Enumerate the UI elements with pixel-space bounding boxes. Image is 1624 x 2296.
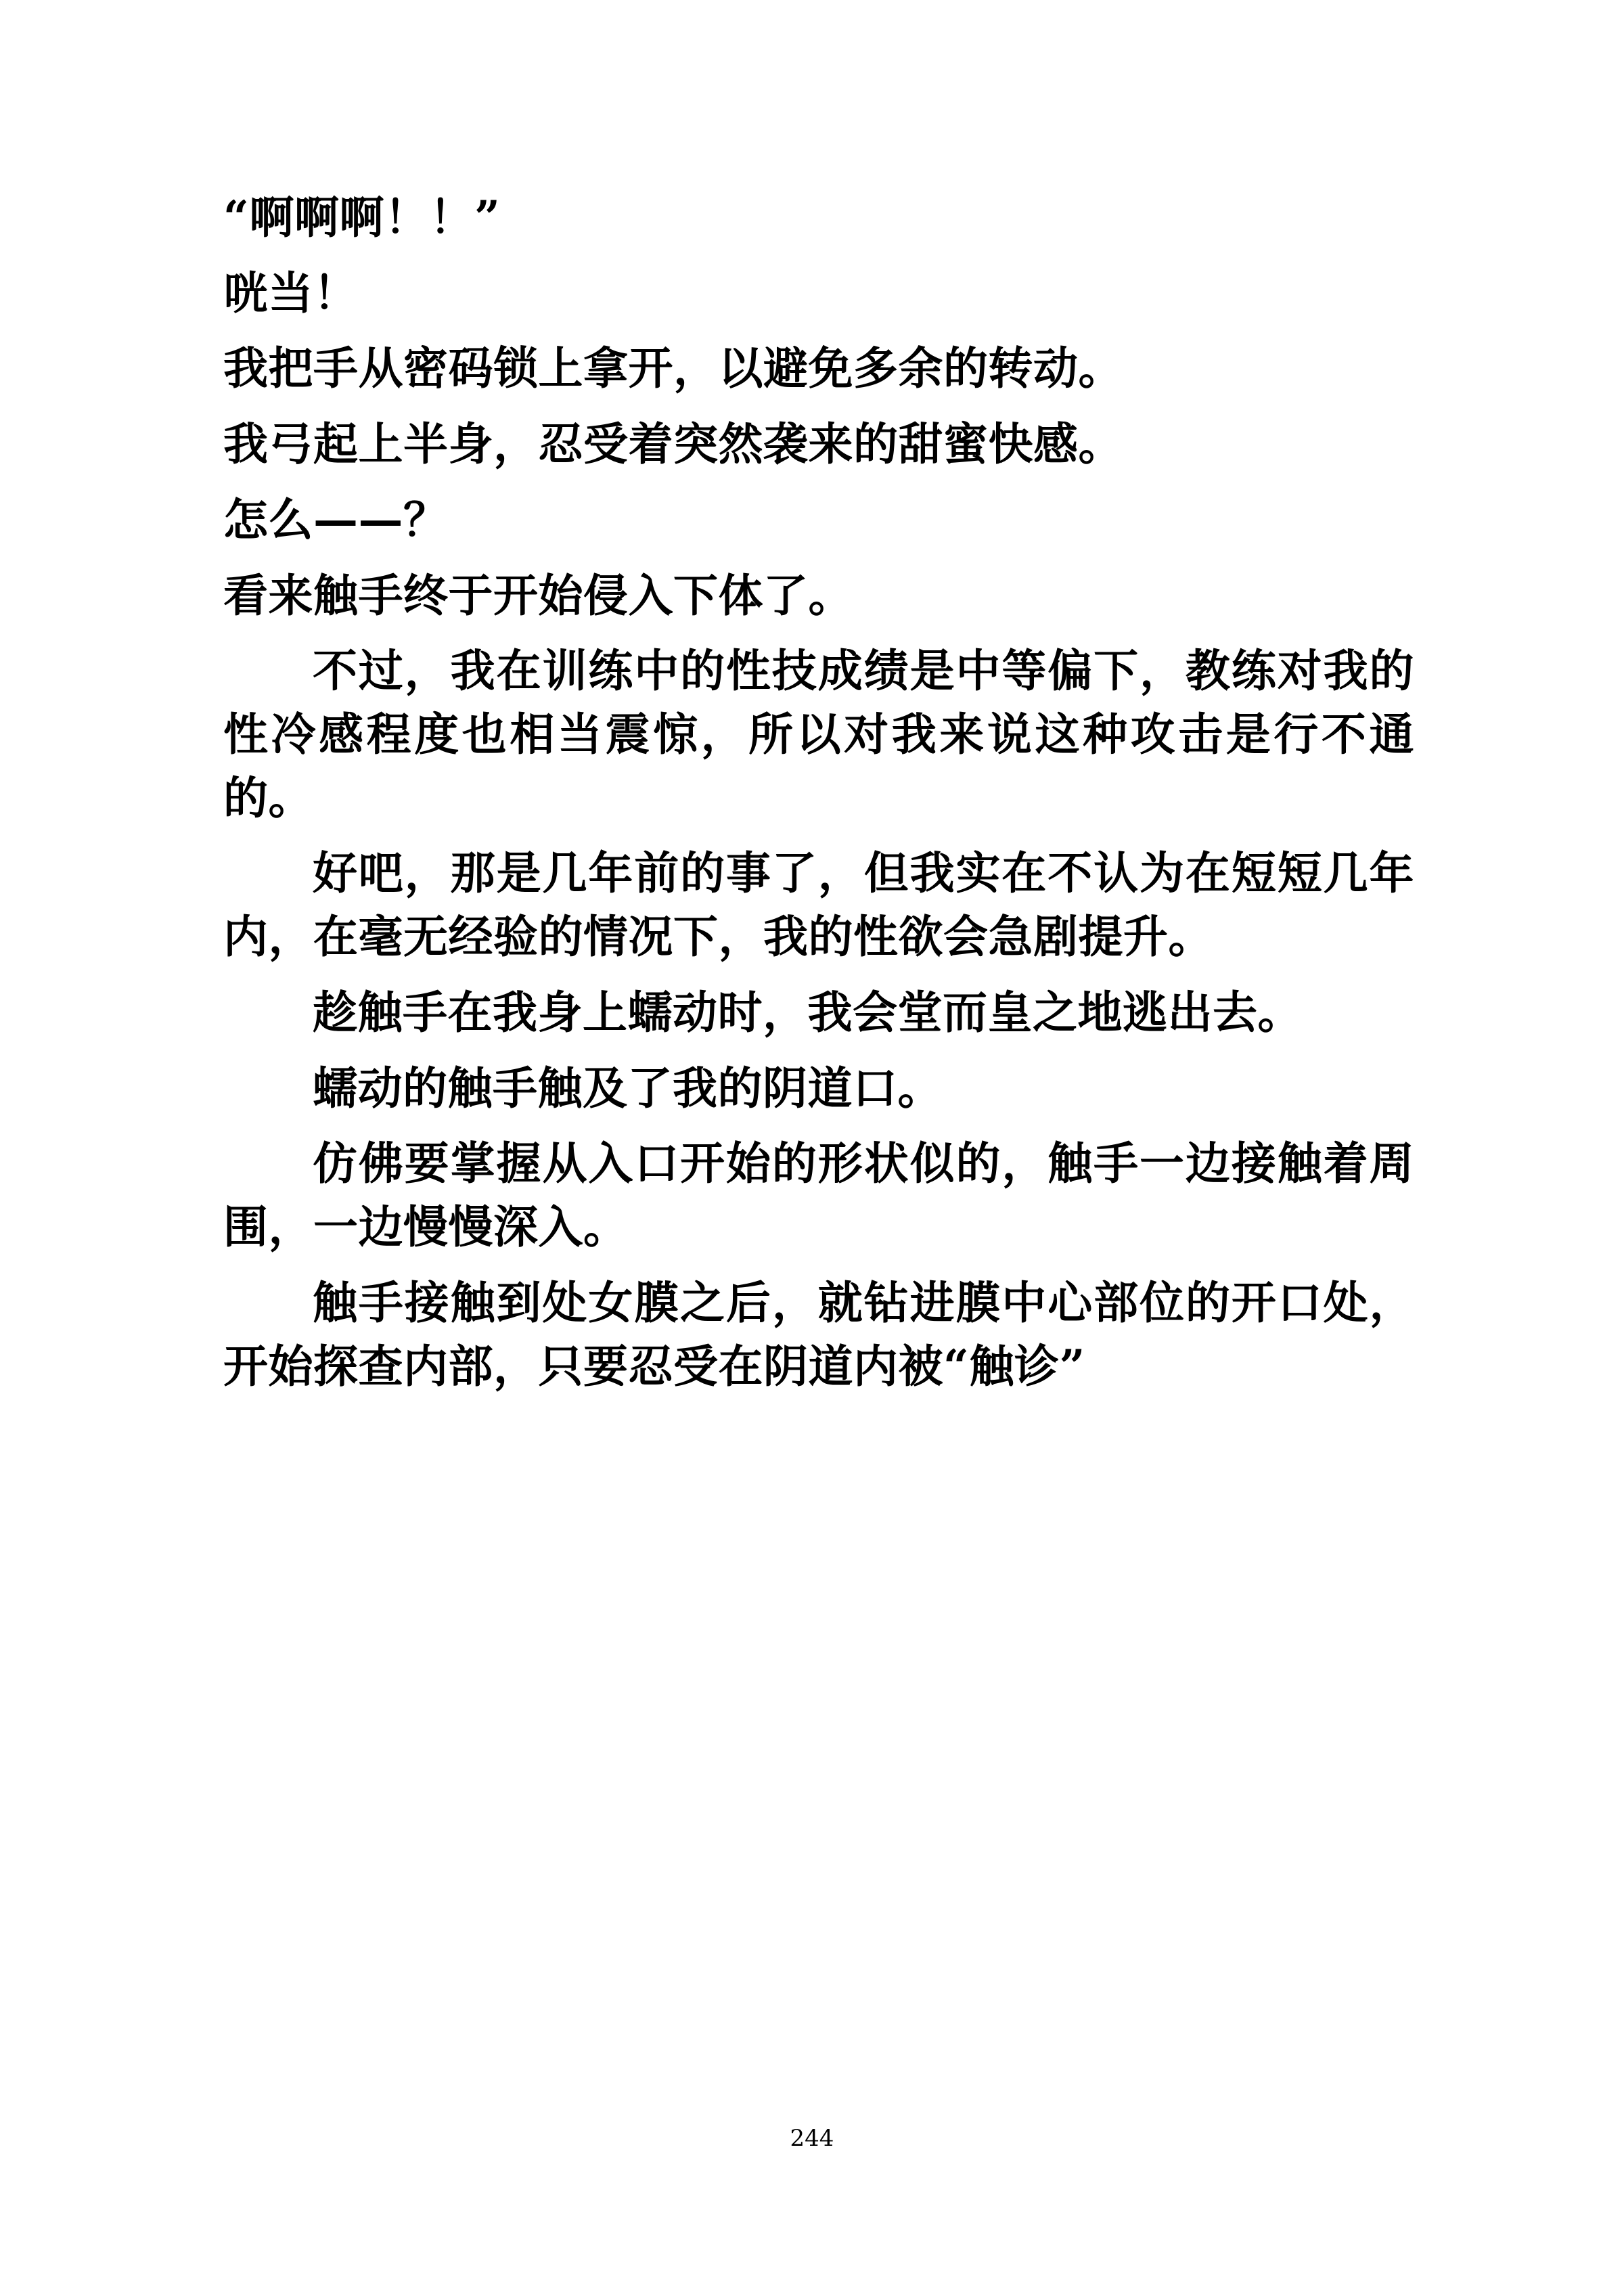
paragraph: 看来触手终于开始侵入下体了。 xyxy=(223,568,853,622)
paragraph: 我弓起上半身，忍受着突然袭来的甜蜜快感。 xyxy=(223,418,1123,471)
paragraph: 好吧，那是几年前的事了，但我实在不认为在短短几年内，在毫无经验的情况下，我的性欲会急剧提升。 xyxy=(223,847,1414,964)
paragraph: 我把手从密码锁上拿开，以避免多余的转动。 xyxy=(223,342,1123,395)
paragraph: 咣当！ xyxy=(223,266,359,319)
paragraph: 不过，我在训练中的性技成绩是中等偏下，教练对我的性冷感程度也相当震惊，所以对我来说这种攻击是行不通的。 xyxy=(223,644,1414,824)
paragraph: 仿佛要掌握从入口开始的形状似的，触手一边接触着周围，一边慢慢深入。 xyxy=(223,1137,1414,1254)
paragraph: 触手接触到处女膜之后，就钻进膜中心部位的开口处，开始探查内部，只要忍受在阴道内被“触诊” xyxy=(223,1276,1414,1393)
paragraph: 蠕动的触手触及了我的阴道口。 xyxy=(313,1061,943,1115)
page-number: 244 xyxy=(790,2125,834,2152)
paragraph: 趁触手在我身上蠕动时，我会堂而皇之地逃出去。 xyxy=(313,985,1303,1039)
paragraph: 怎么——？ xyxy=(223,493,449,546)
paragraph: “啊啊啊！！” xyxy=(223,191,501,244)
body-text xyxy=(223,186,1414,1410)
